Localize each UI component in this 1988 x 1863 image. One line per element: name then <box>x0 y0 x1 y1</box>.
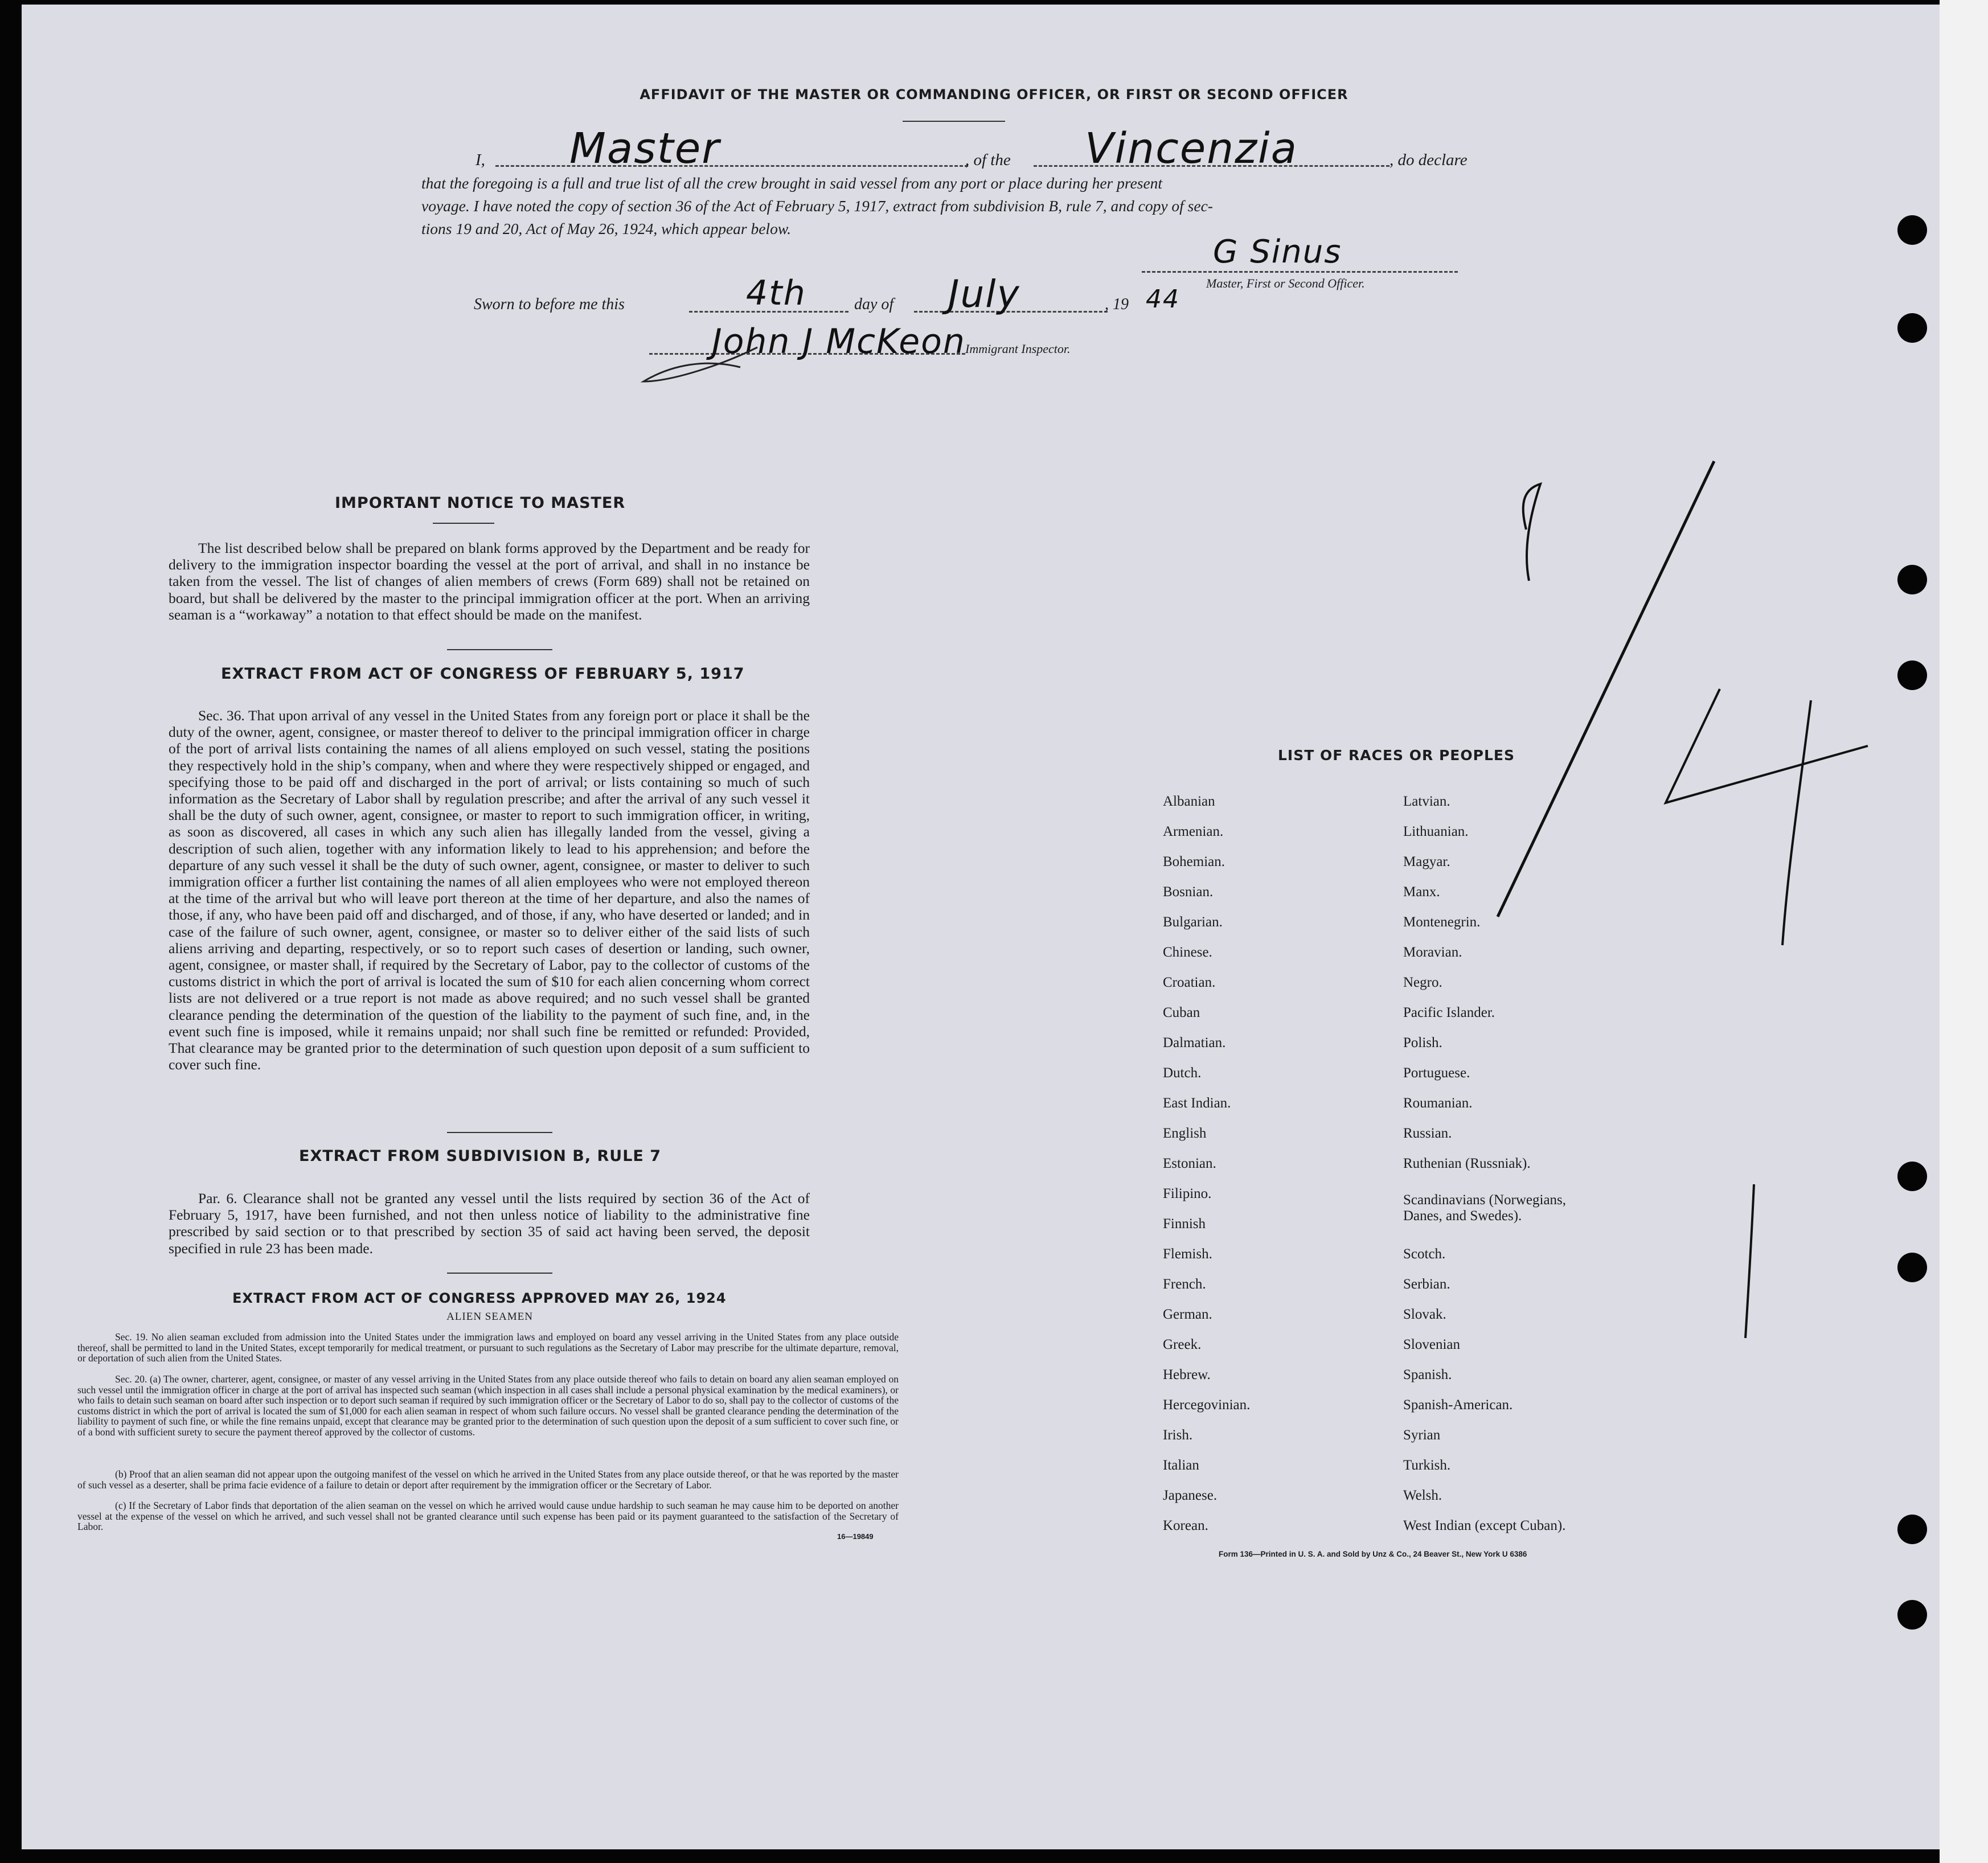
sec19-text: Sec. 19. No alien seaman excluded from admission into the United States under the immigration laws and employed on board any vessel arriving in the United States from any place outside thereof, shall be permitted to land in the United States, except temporarily for medical treatment, or pursuant to such regulations as the Secretary of Labor may prescribe for the ultimate departure, removal, or deportation of such alien from the United States. <box>77 1331 899 1364</box>
form-number: 16—19849 <box>837 1532 874 1541</box>
race-item: Spanish. <box>1403 1367 1452 1382</box>
race-item: Bulgarian. <box>1163 914 1223 930</box>
affidavit-line-3: tions 19 and 20, Act of May 26, 1924, which appear below. <box>421 220 792 237</box>
race-item: Serbian. <box>1403 1277 1450 1292</box>
race-item: Syrian <box>1403 1427 1441 1443</box>
race-item: Korean. <box>1163 1518 1208 1533</box>
notice-body: The list described below shall be prepared on blank forms approved by the Department and be ready for delivery to the immigration inspector boarding the vessel at the port of arrival, and shall in no instance be taken from the vessel. The list of changes of alien members of crews (Form 689) shall not be retained on board, but shall be delivered by the master to the principal immigration officer at the port. When an arriving seaman is a “workaway” a notation to that effect should be made on the manifest. <box>169 540 810 623</box>
signature-flourish <box>638 342 763 387</box>
race-item: French. <box>1163 1277 1206 1292</box>
master-caption: Master, First or Second Officer. <box>1206 276 1365 290</box>
race-item: Welsh. <box>1403 1488 1442 1503</box>
sec20c-text: (c) If the Secretary of Labor finds that deportation of the alien seaman on the vessel on which he arrived would cause undue hardship to such seaman he may cause him to be deported on another vessel at the expense of the vessel on which he arrived, and such vessel shall not be granted clearance until such expense has been paid or its payment guaranteed to the satisfaction of the Secretary of Labor. <box>77 1500 899 1533</box>
race-item: Dalmatian. <box>1163 1035 1226 1050</box>
affidavit-line-1: that the foregoing is a full and true list of all the crew brought in said vessel from any port or place during her present <box>421 174 1163 192</box>
race-item: Finnish <box>1163 1216 1206 1232</box>
race-item: Montenegrin. <box>1403 914 1481 930</box>
sworn-label: Sworn to before me this <box>474 296 625 313</box>
master-handwritten: Master <box>569 124 720 173</box>
race-item: Negro. <box>1403 975 1442 990</box>
inspector-signature: John J McKeon <box>712 322 966 362</box>
race-item: English <box>1163 1126 1207 1141</box>
punch-hole <box>1897 215 1927 245</box>
title-rule <box>903 121 1005 122</box>
extract-1917-title: EXTRACT FROM ACT OF CONGRESS OF FEBRUARY 5, 1917 <box>221 665 745 683</box>
day-of-label: day of <box>854 296 894 313</box>
race-item: Croatian. <box>1163 975 1216 990</box>
race-item: Filipino. <box>1163 1186 1212 1201</box>
race-item: Magyar. <box>1403 854 1450 869</box>
binding-strip <box>1940 0 1988 1863</box>
race-item: Hercegovinian. <box>1163 1397 1251 1413</box>
vessel-handwritten: Vincenzia <box>1085 124 1298 173</box>
races-footer: Form 136—Printed in U. S. A. and Sold by Unz & Co., 24 Beaver St., New York U 6386 <box>1219 1550 1527 1558</box>
sec20a-text: Sec. 20. (a) The owner, charterer, agent, consignee, or master of any vessel arriving in the United States from any place outside thereof who fails to detain on board any alien seaman employed on such vessel until the immigration officer in charge at the port of arrival has inspected such seaman (which inspection in all cases shall include a personal physical examination by the medical examiners), or who fails to detain such seaman on board after such inspection or to deport such seaman if required by such immigration officer or the Secretary of Labor to do so, shall pay to the collector of customs of the customs district in which the port of arrival is located the sum of $1,000 for each alien seaman in respect of whom such failure occurs. No vessel shall be granted clearance pending the determination of the liability to payment of such fine, or while the fine remains unpaid, except that clearance may be granted prior to the determination of such question upon the deposit of a sum sufficient to cover such fine, or of a bond with sufficient surety to secure the payment thereof approved by the collector of customs. <box>77 1373 899 1438</box>
race-item: Armenian. <box>1163 824 1224 839</box>
race-item: Lithuanian. <box>1403 824 1469 839</box>
race-item: Manx. <box>1403 884 1440 900</box>
race-item: Scotch. <box>1403 1246 1446 1262</box>
races-title: LIST OF RACES OR PEOPLES <box>1278 747 1515 764</box>
affidavit-title: AFFIDAVIT OF THE MASTER OR COMMANDING OFFICER, OR FIRST OR SECOND OFFICER <box>640 87 1348 102</box>
master-line <box>495 165 968 167</box>
of-the-label: , of the <box>965 151 1011 169</box>
master-signature-line <box>1142 271 1458 273</box>
master-signature: G Sinus <box>1213 233 1342 270</box>
year-prefix: , 19 <box>1105 296 1129 313</box>
i-label: I, <box>476 151 485 169</box>
race-item: Chinese. <box>1163 945 1212 960</box>
race-item: Roumanian. <box>1403 1095 1473 1111</box>
inspector-caption: Immigrant Inspector. <box>965 342 1071 356</box>
handwritten-7-4 <box>1458 450 1902 1463</box>
race-item: Slovak. <box>1403 1307 1446 1322</box>
race-item: Bohemian. <box>1163 854 1225 869</box>
race-item: Dutch. <box>1163 1065 1202 1081</box>
year-handwritten: 44 <box>1146 285 1180 314</box>
race-item: Polish. <box>1403 1035 1442 1050</box>
race-item: Turkish. <box>1403 1458 1451 1473</box>
day-handwritten: 4th <box>746 273 806 313</box>
race-item: Moravian. <box>1403 945 1462 960</box>
race-item: Japanese. <box>1163 1488 1218 1503</box>
race-item: Flemish. <box>1163 1246 1212 1262</box>
race-item: Spanish-American. <box>1403 1397 1513 1413</box>
race-item: Ruthenian (Russniak). <box>1403 1156 1531 1171</box>
punch-hole <box>1897 1515 1927 1544</box>
race-item: Hebrew. <box>1163 1367 1211 1382</box>
race-item: Slovenian <box>1403 1337 1460 1352</box>
race-item: Italian <box>1163 1458 1199 1473</box>
race-item: German. <box>1163 1307 1212 1322</box>
race-item: East Indian. <box>1163 1095 1231 1111</box>
declare-label: , do declare <box>1389 151 1468 169</box>
race-item: West Indian (except Cuban). <box>1403 1518 1566 1533</box>
race-item: Scandinavians (Norwegians, Danes, and Swedes). <box>1403 1192 1567 1224</box>
extract-1917-divider <box>447 1132 552 1133</box>
race-item: Latvian. <box>1403 794 1450 809</box>
extract-1924-title: EXTRACT FROM ACT OF CONGRESS APPROVED MAY 26, 1924 <box>232 1290 727 1306</box>
rule7-title: EXTRACT FROM SUBDIVISION B, RULE 7 <box>299 1147 662 1165</box>
extract-1917-body: Sec. 36. That upon arrival of any vessel in the United States from any foreign port or place it shall be the duty of the owner, agent, consignee, or master thereof to deliver to the principal immigration officer in charge of the port of arrival lists containing the names of all aliens employed on such vessel, stating the positions they respectively hold in the ship’s company, when and where they were respectively shipped or engaged, and specifying those to be paid off and discharged in the port of arrival; or lists containing so much of such information as the Secretary of Labor shall by regulation prescribe; and after the arrival of any such vessel it shall be the duty of such owner, agent, consignee, or master to report to such immigration officer, in writing, as soon as discovered, all cases in which any such alien has illegally landed from the vessel, giving a description of such alien, together with any information likely to lead to his apprehension; and before the departure of any such vessel it shall be the duty of such owner, agent, consignee, or master to deliver to such immigration officer a further list containing the names of all alien employees who were not employed thereon at the time of the arrival but who will leave port thereon at the time of her departure, and also the names of those, if any, who have been paid off and discharged, and of those, if any, who have deserted or landed; and in case of the failure of such owner, agent, consignee, or master so to deliver either of the said lists of such aliens arriving and departing, respectively, or so to report such cases of desertion or landing, such owner, agent, consignee, or master shall, if required by the Secretary of Labor, pay to the collector of customs of the customs district in which the port of arrival is located the sum of $10 for each alien concerning whom correct lists are not delivered or a true report is not made as above required; and no such vessel shall be granted clearance pending the determination of the question of the liability to the payment of such fine, and, in the event such fine is imposed, while it remains unpaid; nor shall such fine be remitted or refunded: Provided, That clearance may be granted prior to the determination of such question upon deposit of a sum sufficient to cover such fine. <box>169 707 810 1073</box>
race-item: Estonian. <box>1163 1156 1216 1171</box>
extract-1924-subtitle: ALIEN SEAMEN <box>446 1311 533 1323</box>
race-item: Greek. <box>1163 1337 1202 1352</box>
race-item: Albanian <box>1163 794 1215 809</box>
notice-title: IMPORTANT NOTICE TO MASTER <box>335 494 626 512</box>
rule7-body: Par. 6. Clearance shall not be granted any vessel until the lists required by section 36 of the Act of February 5, 1917, have been furnished, and not then unless notice of liability to the administrative fine prescribed by said section or to that prescribed by section 35 of said act having been served, the deposit specified in rule 23 has been made. <box>169 1190 810 1257</box>
month-handwritten: July <box>948 272 1020 316</box>
race-item: Portuguese. <box>1403 1065 1470 1081</box>
race-item: Cuban <box>1163 1005 1200 1020</box>
sec20b-text: (b) Proof that an alien seaman did not appear upon the outgoing manifest of the vessel on which he arrived in the United States from any place outside thereof, or that he was reported by the master of such vessel as a deserter, shall be prima facie evidence of a failure to detain or deport after requirement by the immigration officer or the Secretary of Labor. <box>77 1468 899 1491</box>
race-item: Pacific Islander. <box>1403 1005 1495 1020</box>
race-item: Russian. <box>1403 1126 1452 1141</box>
race-item: Irish. <box>1163 1427 1193 1443</box>
punch-hole <box>1897 313 1927 343</box>
race-item: Bosnian. <box>1163 884 1214 900</box>
affidavit-line-2: voyage. I have noted the copy of section 36 of the Act of February 5, 1917, extract from subdivision B, rule 7, and copy of sec- <box>421 197 1213 215</box>
notice-rule <box>433 523 494 524</box>
rule7-divider <box>447 1273 552 1274</box>
notice-divider <box>447 649 552 650</box>
punch-hole <box>1897 1600 1927 1630</box>
